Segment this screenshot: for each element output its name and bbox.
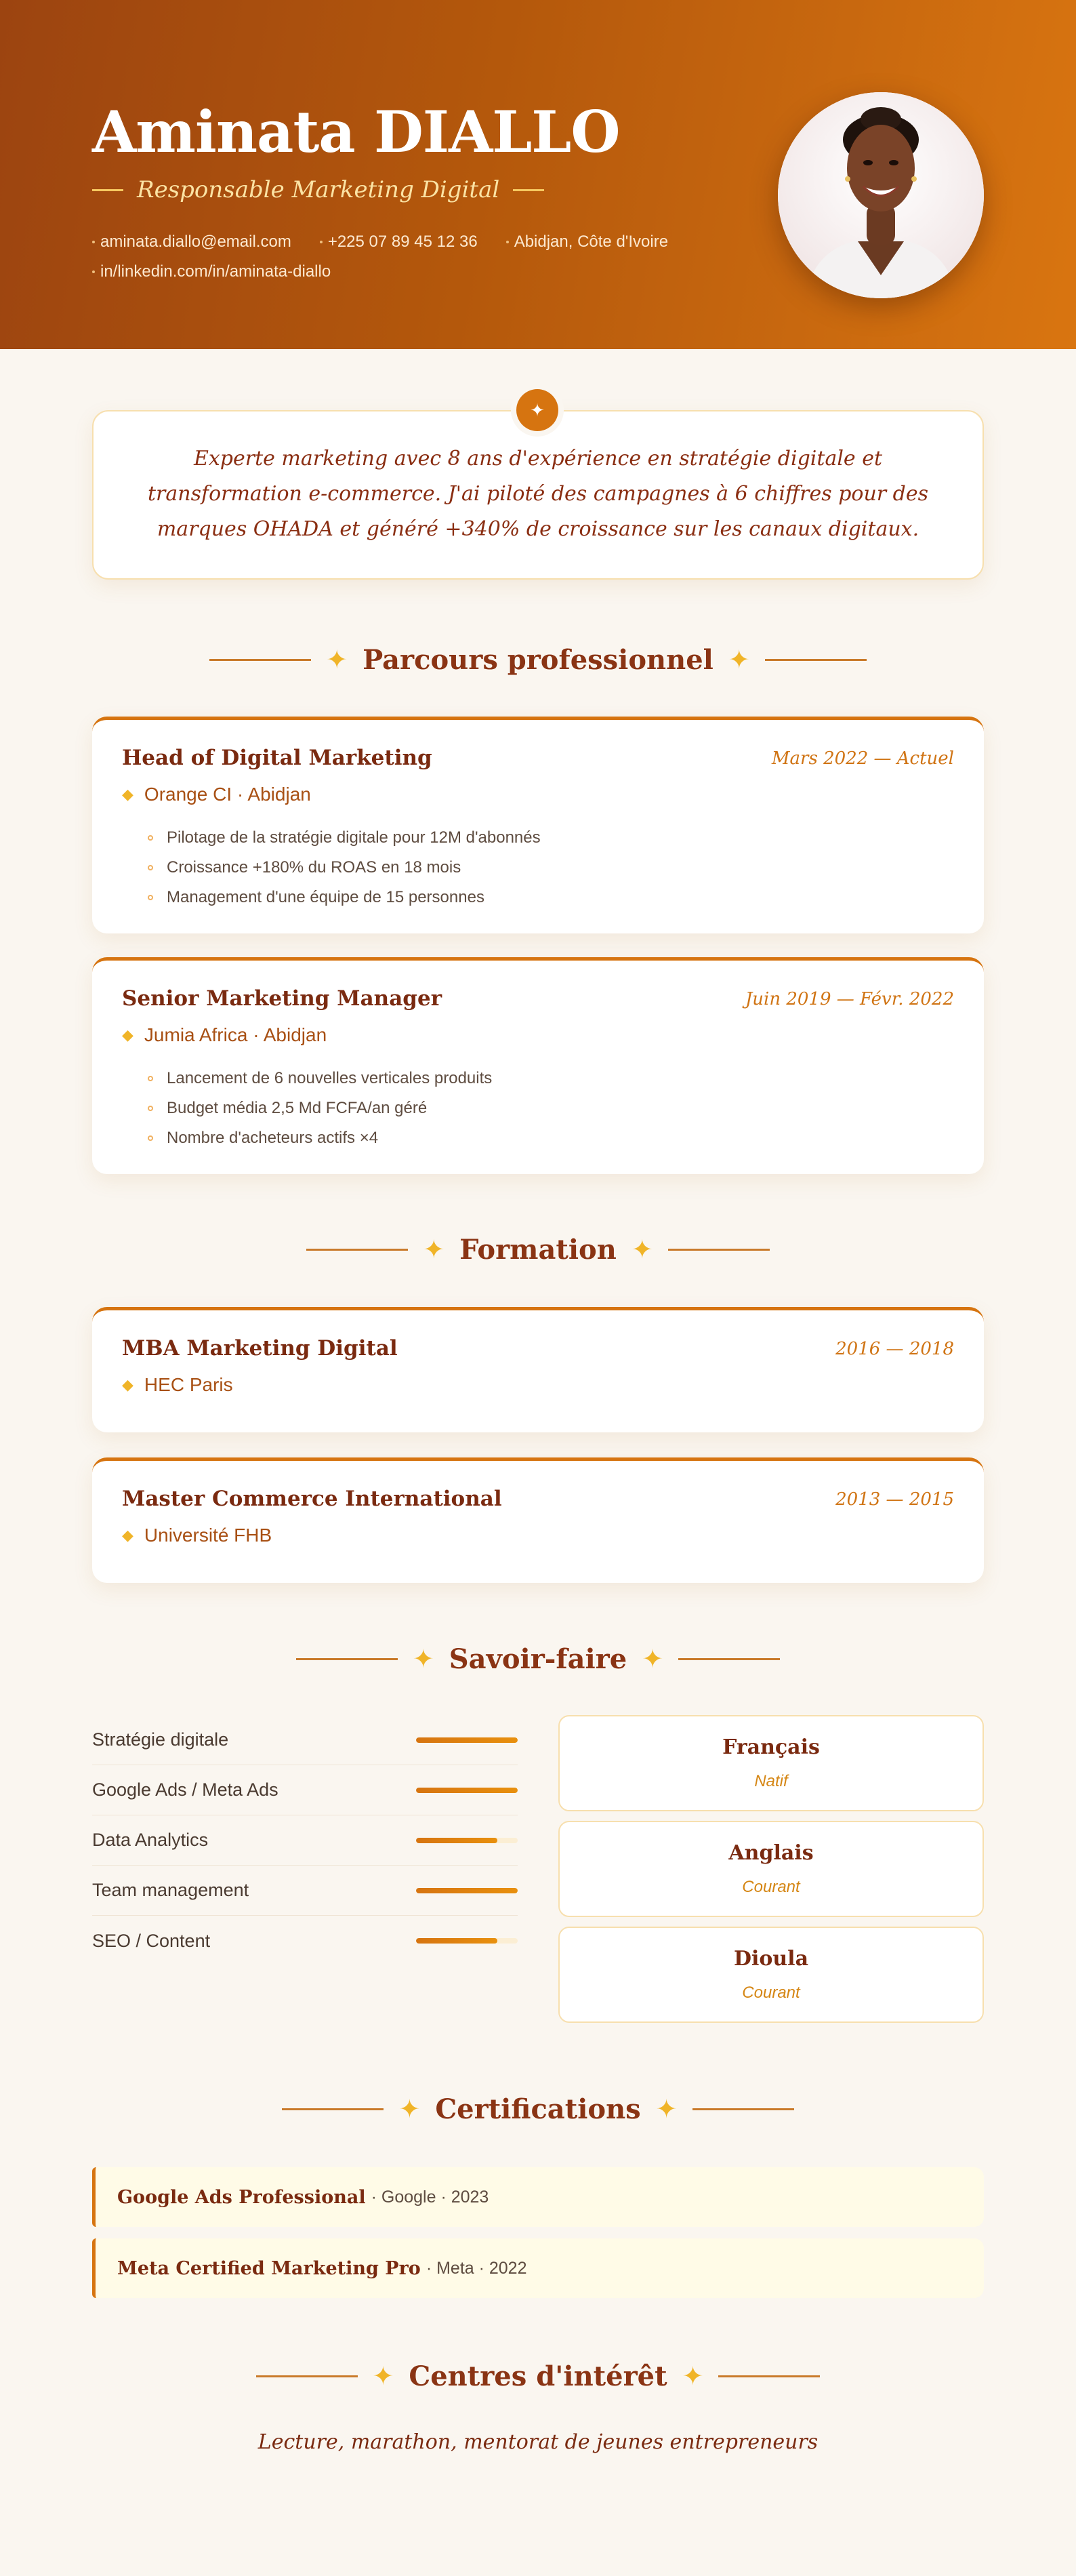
skill-name: Data Analytics (92, 1830, 209, 1850)
degree-dates: 2013 — 2015 (835, 1489, 954, 1510)
circle-bullet-icon (148, 865, 153, 870)
skill-name: Stratégie digitale (92, 1729, 229, 1750)
skill-level-fill (416, 1838, 497, 1843)
language-level: Courant (742, 1878, 800, 1896)
section-title-education (0, 1226, 1076, 1273)
star-icon: ✦ (398, 2095, 421, 2124)
section-title-experience (0, 636, 1076, 683)
job-company: ◆ Jumia Africa · Abidjan (122, 1024, 327, 1045)
skill-row (92, 1715, 518, 1765)
section-heading: Certifications (435, 2093, 641, 2125)
section-rule-right (692, 2108, 794, 2110)
diamond-icon: ◆ (122, 786, 133, 803)
list-item: Pilotage de la stratégie digitale pour 12M d'abonnés (148, 823, 541, 853)
section-rule-left (256, 2375, 358, 2377)
certification-item (92, 2238, 984, 2298)
title-rule-right (513, 189, 544, 191)
certification-detail: · Meta · 2022 (426, 2258, 527, 2278)
bullet-dot-icon (506, 241, 509, 243)
section-rule-left (209, 659, 311, 661)
job-title: Senior Marketing Manager (122, 986, 442, 1011)
language-card (558, 1715, 984, 1811)
section-rule-left (306, 1249, 408, 1251)
interests-text: Lecture, marathon, mentorat de jeunes entrepreneurs (257, 2430, 819, 2454)
certification-item (92, 2167, 984, 2227)
section-rule-right (718, 2375, 820, 2377)
section-heading: Savoir-faire (449, 1643, 627, 1675)
circle-bullet-icon (148, 1106, 153, 1111)
section-heading: Parcours professionnel (363, 643, 713, 676)
circle-bullet-icon (148, 835, 153, 841)
title-rule-left (92, 189, 123, 191)
language-name: Anglais (728, 1841, 814, 1865)
experience-card (92, 957, 984, 1174)
bullet-dot-icon (92, 270, 95, 273)
section-title-skills (0, 1635, 1076, 1683)
list-item: Lancement de 6 nouvelles verticales produits (148, 1064, 492, 1093)
star-icon: ✦ (326, 645, 348, 675)
bullet-dot-icon (92, 241, 95, 243)
contact-linkedin[interactable]: in/linkedin.com/in/aminata-diallo (92, 262, 331, 281)
skill-row (92, 1765, 518, 1815)
language-card (558, 1821, 984, 1917)
star-icon: ✦ (412, 1645, 434, 1674)
section-rule-left (282, 2108, 384, 2110)
skill-level-bar (416, 1938, 518, 1944)
job-title: Head of Digital Marketing (122, 746, 432, 770)
skill-name: SEO / Content (92, 1930, 211, 1951)
star-icon: ✦ (655, 2095, 678, 2124)
contact-info (92, 227, 702, 287)
circle-bullet-icon (148, 1076, 153, 1081)
diamond-icon: ◆ (122, 1026, 133, 1043)
job-title-row (92, 173, 544, 207)
job-achievements (148, 823, 541, 912)
degree-title: MBA Marketing Digital (122, 1336, 398, 1361)
section-rule-right (678, 1658, 780, 1660)
school-name: ◆ HEC Paris (122, 1374, 233, 1395)
circle-bullet-icon (148, 895, 153, 900)
degree-dates: 2016 — 2018 (835, 1339, 954, 1359)
experience-card (92, 717, 984, 933)
job-dates: Juin 2019 — Févr. 2022 (745, 989, 954, 1009)
section-heading: Centres d'intérêt (409, 2360, 667, 2392)
language-level: Natif (754, 1772, 788, 1790)
skill-name: Team management (92, 1880, 249, 1900)
star-icon: ✦ (682, 2362, 704, 2391)
degree-title: Master Commerce International (122, 1487, 502, 1511)
list-item: Croissance +180% du ROAS en 18 mois (148, 853, 541, 883)
school-name: ◆ Université FHB (122, 1525, 272, 1546)
circle-bullet-icon (148, 1135, 153, 1141)
list-item: Nombre d'acheteurs actifs ×4 (148, 1123, 492, 1153)
star-icon: ✦ (642, 1645, 664, 1674)
list-item: Budget média 2,5 Md FCFA/an géré (148, 1093, 492, 1123)
job-company: ◆ Orange CI · Abidjan (122, 784, 311, 805)
skill-level-fill (416, 1737, 518, 1743)
language-name: Dioula (733, 1947, 809, 1971)
bullet-dot-icon (320, 241, 323, 243)
education-card (92, 1457, 984, 1583)
skill-row (92, 1866, 518, 1916)
job-dates: Mars 2022 — Actuel (771, 748, 954, 769)
section-heading: Formation (459, 1233, 617, 1266)
portrait-photo (778, 92, 984, 298)
skill-level-fill (416, 1938, 497, 1944)
skill-row (92, 1916, 518, 1966)
section-rule-left (296, 1658, 398, 1660)
diamond-icon: ◆ (122, 1527, 133, 1544)
contact-phone[interactable]: +225 07 89 45 12 36 (320, 233, 478, 251)
skill-level-bar (416, 1788, 518, 1793)
job-title: Responsable Marketing Digital (137, 176, 500, 203)
skill-level-fill (416, 1788, 518, 1793)
section-rule-right (765, 659, 867, 661)
skill-level-bar (416, 1888, 518, 1893)
certification-name: Meta Certified Marketing Pro (117, 2257, 421, 2279)
avatar (778, 92, 984, 298)
job-achievements (148, 1064, 492, 1153)
resume-header (0, 0, 1076, 349)
sparkle-icon: ✦ (516, 389, 558, 431)
skill-level-bar (416, 1737, 518, 1743)
contact-email[interactable]: aminata.diallo@email.com (92, 233, 291, 251)
summary-text: Experte marketing avec 8 ans d'expérience en stratégie digitale et transformation e-commerce. J'ai piloté des campagnes à 6 chiffres pour des marques OHADA et généré +340% de croissance sur les canaux digitaux. (147, 447, 929, 541)
list-item: Management d'une équipe de 15 personnes (148, 883, 541, 912)
summary-card (92, 410, 984, 580)
star-icon: ✦ (728, 645, 750, 675)
candidate-name: Aminata DIALLO (92, 98, 620, 165)
star-icon: ✦ (372, 2362, 394, 2391)
language-name: Français (722, 1735, 820, 1759)
section-rule-right (668, 1249, 770, 1251)
certification-name: Google Ads Professional (117, 2186, 366, 2208)
star-icon: ✦ (631, 1235, 653, 1264)
section-title-interests (0, 2352, 1076, 2400)
star-icon: ✦ (423, 1235, 445, 1264)
section-title-certifications (0, 2085, 1076, 2133)
education-card (92, 1307, 984, 1432)
certification-detail: · Google · 2023 (371, 2187, 489, 2207)
diamond-icon: ◆ (122, 1376, 133, 1393)
skill-level-bar (416, 1838, 518, 1843)
skill-level-fill (416, 1888, 518, 1893)
language-level: Courant (742, 1984, 800, 2002)
contact-location: Abidjan, Côte d'Ivoire (506, 233, 668, 251)
skill-row (92, 1815, 518, 1866)
language-card (558, 1927, 984, 2023)
skill-name: Google Ads / Meta Ads (92, 1779, 278, 1800)
